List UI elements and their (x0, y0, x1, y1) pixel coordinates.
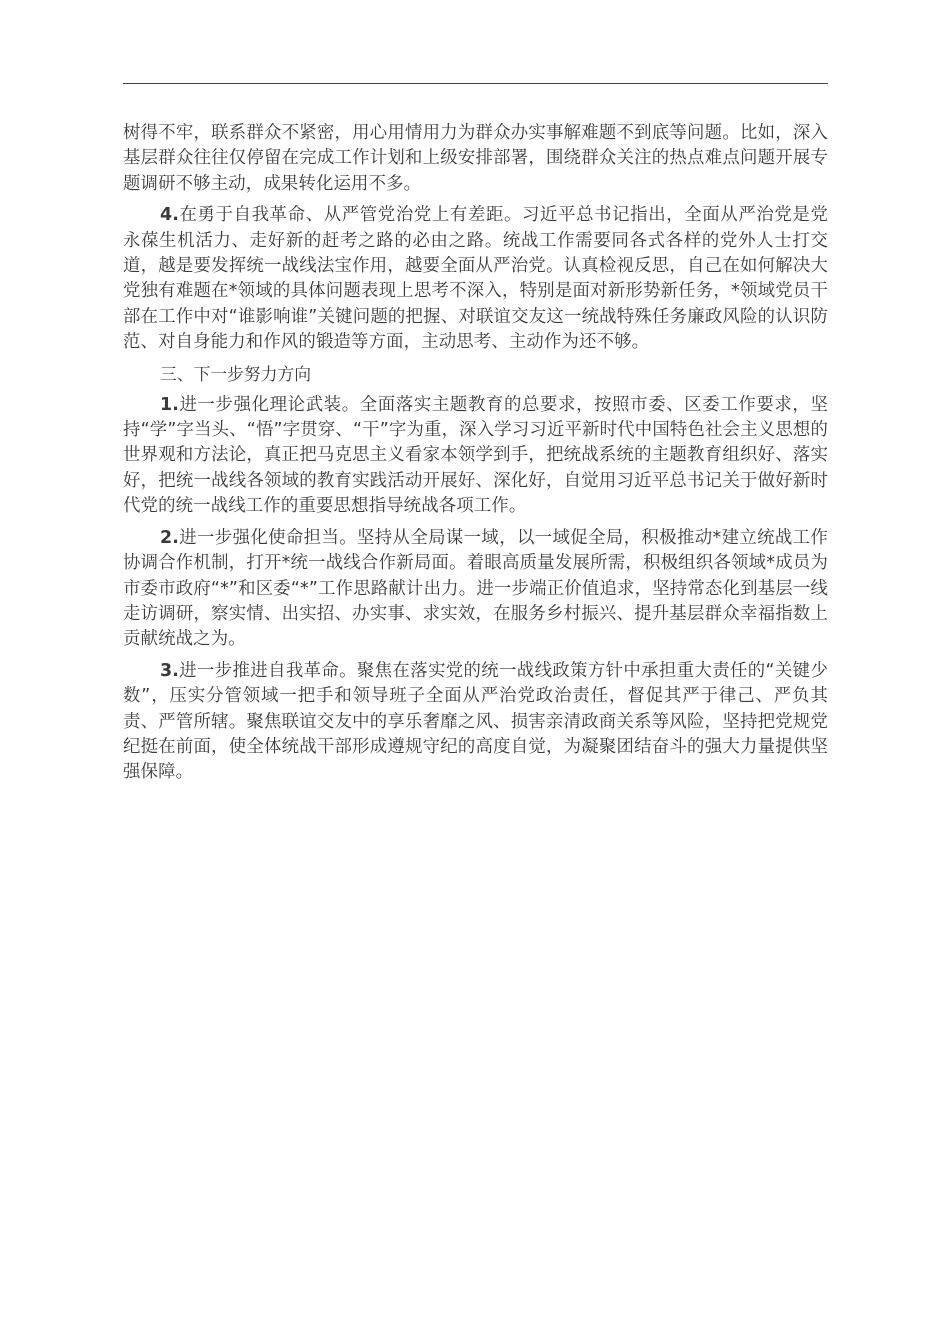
item-text: 进一步强化理论武装。全面落实主题教育的总要求，按照市委、区委工作要求，坚持“学”字当头、“悟”字贯穿、“干”字为重，深入学习习近平新时代中国特色社会主义思想的世界观和方法论，真正把马克思主义看家本领学到手，把统战系统的主题教育组织好、落实好，把统一战线各领域的教育实践活动开展好、深化好，自觉用习近平总书记关于做好新时代党的统一战线工作的重要思想指导统战各项工作。 (123, 394, 828, 517)
paragraph-text: 在勇于自我革命、从严管党治党上有差距。习近平总书记指出，全面从严治党是党永葆生机活力、走好新的赶考之路的必由之路。统战工作需要同各式各样的党外人士打交道，越是要发挥统一战线法宝作用，越要全面从严治党。认真检视反思，自己在如何解决大党独有难题在*领域的具体问题表现上思考不深入，特别是面对新形势新任务，*领域党员干部在工作中对“谁影响谁”关键问题的把握、对联谊交友这一统战特殊任务廉政风险的认识防范、对自身能力和作风的锻造等方面，主动思考、主动作为还不够。 (123, 205, 828, 353)
paragraph-item-4 (123, 203, 828, 355)
item-text: 进一步强化使命担当。坚持从全局谋一域，以一域促全局，积极推动*建立统战工作协调合作机制，打开*统一战线合作新局面。着眼高质量发展所需，积极组织各领域*成员为市委市政府“*”和区委“*”工作思路献计出力。进一步端正价值追求，坚持常态化到基层一线走访调研，察实情、出实招、办实事、求实效，在服务乡村振兴、提升基层群众幸福指数上贡献统战之为。 (123, 527, 828, 650)
list-item-3 (123, 659, 828, 786)
item-text: 进一步推进自我革命。聚焦在落实党的统一战线政策方针中承担重大责任的“关键少数”，压实分管领域一把手和领导班子全面从严治党政治责任，督促其严于律己、严负其责、严管所辖。聚焦联谊交友中的享乐奢靡之风、损害亲清政商关系等风险，坚持把党规党纪挺在前面，使全体统战干部形成遵规守纪的高度自觉，为凝聚团结奋斗的强大力量提供坚强保障。 (123, 660, 828, 783)
item-number: 4. (160, 205, 180, 226)
item-number: 2. (160, 527, 180, 548)
section-heading: 三、下一步努力方向 (160, 363, 312, 384)
paragraph-continuation (123, 121, 828, 197)
item-number: 3. (160, 660, 180, 681)
document-body (123, 121, 828, 792)
list-item-2 (123, 526, 828, 653)
paragraph-text: 树得不牢，联系群众不紧密，用心用情用力为群众办实事解难题不到底等问题。比如，深入基层群众往往仅停留在完成工作计划和上级安排部署，围绕群众关注的热点难点问题开展专题调研不够主动，成果转化运用不多。 (123, 123, 828, 194)
list-item-1 (123, 393, 828, 520)
header-rule (123, 83, 828, 84)
item-number: 1. (160, 394, 180, 415)
